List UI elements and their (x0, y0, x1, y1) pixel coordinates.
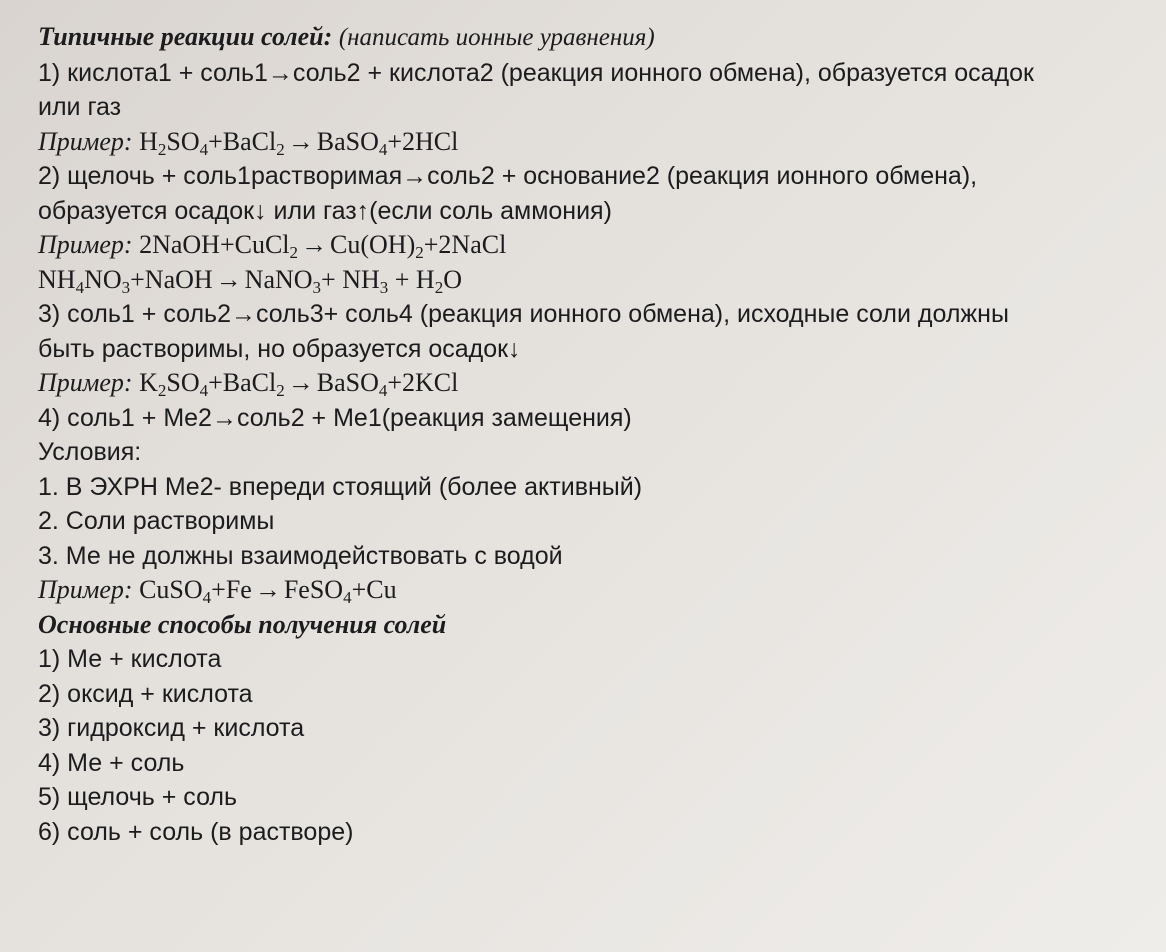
section-heading-typical-reactions (38, 20, 1142, 56)
reaction-1-line-1: 1) кислота1 + соль1→соль2 + кислота2 (реакция ионного обмена), образуется осадок (38, 58, 1034, 87)
example-label: Пример: (38, 575, 133, 604)
heading-typical-reactions: Типичные реакции солей: (38, 22, 333, 51)
reaction-3-line-1: 3) соль1 + соль2→соль3+ соль4 (реакция ионного обмена), исходные соли должны (38, 300, 1009, 328)
reaction-4-line-1: 4) соль1 + Me2→соль2 + Me1(реакция замещения) (38, 403, 632, 432)
example-label: Пример: (38, 126, 133, 156)
arrow-icon: → (287, 126, 314, 156)
reaction-2-line-2: образуется осадок↓ или газ↑(если соль аммония) (38, 196, 612, 225)
reaction-2-example-1 (38, 228, 1142, 263)
equation: CuSO$_4$+Fe → FeSO$_4$+Cu (139, 575, 397, 607)
reaction-3-line-2: быть растворимы, но образуется осадок↓ (38, 334, 521, 363)
equation: 2NaOH+CuCl$_2$ → $Cu(OH)_2+2NaCl$ (139, 230, 507, 262)
heading-salt-preparation: Основные способы получения солей (38, 609, 447, 639)
conditions-label: Условия: (38, 438, 142, 466)
example-label: Пример: (38, 368, 133, 397)
example-label: Пример: (38, 230, 133, 259)
method-item: 6) соль + соль (в растворе) (38, 817, 354, 846)
method-item: 2) оксид + кислота (38, 679, 253, 708)
arrow-icon: → (301, 230, 328, 259)
reaction-2-line-1: 2) щелочь + соль1растворимая→соль2 + основание2 (реакция ионного обмена), (38, 162, 978, 190)
condition-item: 1. В ЭХРН Me2- впереди стоящий (более активный) (38, 472, 643, 501)
method-item: 3) гидроксид + кислота (38, 714, 305, 742)
reaction-1-example (38, 125, 1142, 160)
equation: $K_2SO_4+BaCl_2$ → BaSO$_4$+2KCl (139, 368, 459, 400)
reaction-1-line-2: или газ (38, 93, 122, 121)
condition-item: 2. Соли растворимы (38, 507, 275, 535)
method-item: 4) Ме + соль (38, 748, 185, 777)
method-item: 5) щелочь + соль (38, 783, 238, 811)
reaction-3-example (38, 366, 1142, 401)
arrow-icon: → (287, 368, 314, 397)
method-item: 1) Ме + кислота (38, 645, 222, 673)
heading-note: (написать ионные уравнения) (338, 24, 655, 51)
reaction-2-example-2: $NH_4NO_3+NaOH$ → NaNO$_3$+ $NH_3 + H_2O$ (38, 264, 462, 297)
equation: $H_2SO_4+BaCl_2$ → BaSO$_4$+2HCl (139, 126, 459, 159)
condition-item: 3. Ме не должны взаимодействовать с водой (38, 541, 563, 570)
reaction-4-example (38, 573, 1142, 608)
arrow-icon: → (215, 264, 242, 294)
arrow-icon: → (254, 575, 281, 604)
